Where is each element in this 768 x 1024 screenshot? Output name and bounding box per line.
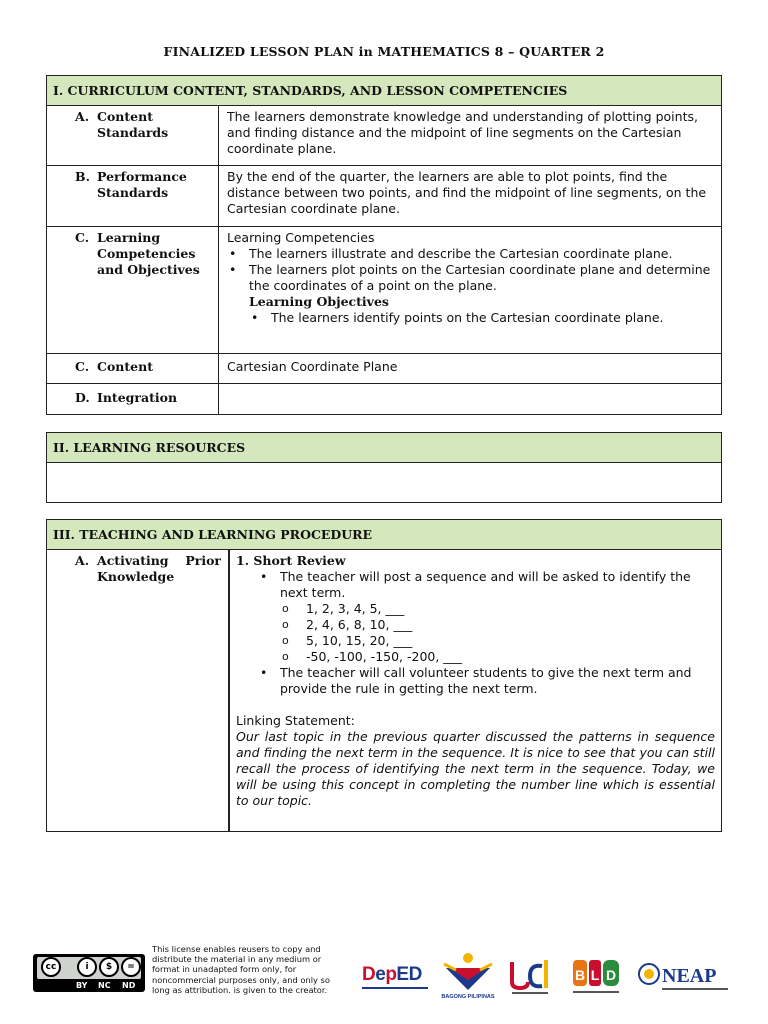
svg-text:B: B <box>574 967 586 983</box>
row-content: The learners demonstrate knowledge and understanding of plotting points, and finding distance and the midpoint of line segments on the Cartesian coordinate plane. <box>227 109 698 156</box>
svg-text:NEAP: NEAP <box>662 965 717 987</box>
row-content: By the end of the quarter, the learners are able to plot points, find the distance between two points, and find the midpoint of line segments, on the Cartesian coordinate plane. <box>227 169 707 216</box>
cc-icon: cc <box>41 957 61 977</box>
row-content <box>219 227 721 353</box>
curriculum-section <box>46 75 722 415</box>
competencies-heading: Learning Competencies <box>227 230 375 245</box>
list-item: • The learners identify points on the Cartesian coordinate plane. <box>249 310 715 326</box>
attribution-icon: i <box>77 957 97 977</box>
cc-label: ND <box>122 981 136 990</box>
procedure-section <box>46 519 722 832</box>
bld-logo <box>571 958 623 1002</box>
cc-label: BY <box>76 981 88 990</box>
section-header: I. CURRICULUM CONTENT, STANDARDS, AND LESSON COMPETENCIES <box>47 76 721 106</box>
list-item: • The teacher will call volunteer students to give the next term and provide the rule in getting the next term. <box>258 665 715 697</box>
creative-commons-badge <box>33 954 145 992</box>
row-content: Cartesian Coordinate Plane <box>227 359 398 374</box>
row-label: A. Activating Prior Knowledge <box>47 550 230 831</box>
linking-label: Linking Statement: <box>236 713 355 728</box>
section-header: II. LEARNING RESOURCES <box>47 433 721 463</box>
row-content <box>230 550 721 831</box>
svg-text:BAGONG PILIPINAS: BAGONG PILIPINAS <box>441 994 495 1000</box>
step-heading: 1. Short Review <box>236 553 346 568</box>
learning-resources-section <box>46 432 722 503</box>
objectives-heading: Learning Objectives <box>249 294 389 309</box>
row-label: D. Integration <box>47 384 219 414</box>
row-label: B. Performance Standards <box>47 166 219 226</box>
row-content <box>219 384 721 414</box>
objectives-list <box>227 310 715 326</box>
bagong-pilipinas-logo <box>440 950 496 1000</box>
table-row <box>47 354 721 384</box>
list-item: • The learners illustrate and describe the Cartesian coordinate plane. <box>227 246 715 262</box>
sequence-item: o 5, 10, 15, 20, ___ <box>282 633 715 649</box>
sequence-item: o -50, -100, -150, -200, ___ <box>282 649 715 665</box>
noncommercial-icon: $ <box>99 957 119 977</box>
footer <box>0 944 768 1004</box>
section-header: III. TEACHING AND LEARNING PROCEDURE <box>47 520 721 550</box>
table-row <box>47 384 721 414</box>
table-row <box>47 106 721 166</box>
list-item: • The teacher will post a sequence and will be asked to identify the next term. <box>258 569 715 601</box>
document-title: FINALIZED LESSON PLAN in MATHEMATICS 8 – QUARTER 2 <box>163 44 605 59</box>
deped-logo: DepED <box>362 964 428 989</box>
list-item: • The learners plot points on the Cartesian coordinate plane and determine the coordinates of a point on the plane. <box>227 262 715 294</box>
review-list <box>236 665 715 697</box>
table-row <box>47 166 721 227</box>
cc-label: NC <box>98 981 111 990</box>
bcd-logo <box>508 958 552 1002</box>
license-text: This license enables reusers to copy and distribute the material in any medium or format in unadapted form only, for noncommercial purposes only, and only so long as attribution. is given to the creator. <box>152 944 330 995</box>
table-row <box>47 550 721 831</box>
row-label: C. Content <box>47 354 219 383</box>
noderivatives-icon: = <box>121 957 141 977</box>
competencies-list <box>227 246 715 294</box>
neap-logo <box>638 960 734 1000</box>
sequence-list <box>236 601 715 665</box>
table-row <box>47 227 721 354</box>
row-label: A. Content Standards <box>47 106 219 165</box>
svg-text:D: D <box>605 967 617 983</box>
review-list <box>236 569 715 601</box>
linking-statement: Our last topic in the previous quarter discussed the patterns in sequence and finding the next term in the sequence. It is nice to see that you can still recall the process of identifying the next term in the sequence. Today, we will be using this concept in completing the number line which is essential to our topic. <box>236 729 715 808</box>
sequence-item: o 2, 4, 6, 8, 10, ___ <box>282 617 715 633</box>
svg-text:L: L <box>590 967 600 983</box>
sequence-item: o 1, 2, 3, 4, 5, ___ <box>282 601 715 617</box>
row-label: C. Learning Competencies and Objectives <box>47 227 219 353</box>
